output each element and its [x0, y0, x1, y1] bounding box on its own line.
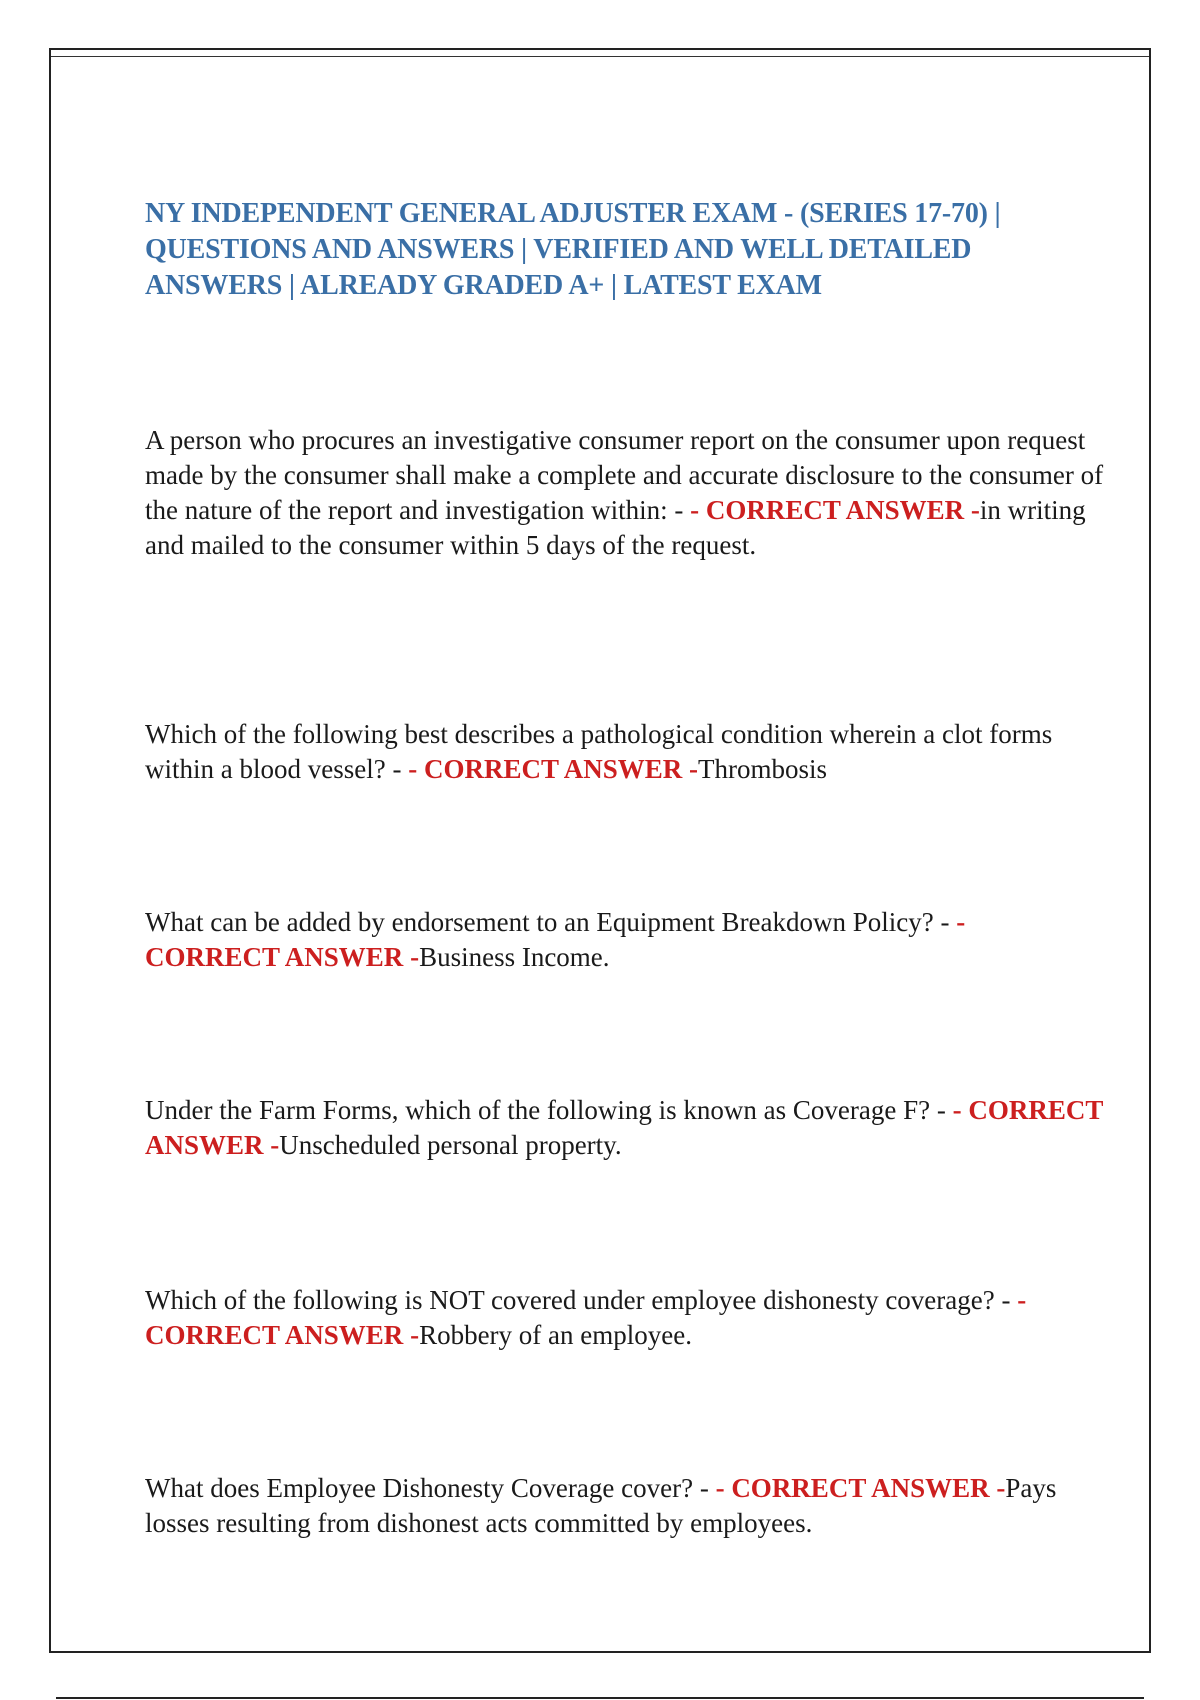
top-rule	[51, 56, 1149, 57]
question-text: Which of the following is NOT covered under employee dishonesty coverage? -	[145, 1285, 1018, 1315]
qa-item-3	[145, 905, 1105, 975]
answer-label: - CORRECT ANSWER -	[145, 1095, 1103, 1160]
answer-label: - CORRECT ANSWER -	[145, 1285, 1027, 1350]
qa-item-2	[145, 717, 1105, 787]
answer-text: Pays losses resulting from dishonest acts committed by employees.	[145, 1473, 1057, 1538]
qa-item-6	[145, 1471, 1105, 1541]
qa-item-1	[145, 423, 1105, 563]
answer-text: Robbery of an employee.	[419, 1320, 692, 1350]
page-border	[49, 48, 1151, 1653]
answer-label: - CORRECT ANSWER -	[715, 1473, 1006, 1503]
answer-text: Business Income.	[419, 942, 610, 972]
qa-item-5	[145, 1283, 1105, 1353]
qa-item-4	[145, 1093, 1105, 1163]
document-title: NY INDEPENDENT GENERAL ADJUSTER EXAM - (SERIES 17-70) | QUESTIONS AND ANSWERS | VERIFIED AND WELL DETAILED ANSWERS | ALREADY GRADED A+ | LATEST EXAM	[145, 198, 1001, 301]
question-text: What can be added by endorsement to an Equipment Breakdown Policy? -	[145, 907, 957, 937]
answer-text: in writing and mailed to the consumer within 5 days of the request.	[145, 495, 1086, 560]
answer-label: - CORRECT ANSWER -	[145, 907, 966, 972]
question-text: A person who procures an investigative consumer report on the consumer upon request made by the consumer shall make a complete and accurate disclosure to the consumer of the nature of the report and investigation within: -	[145, 425, 1104, 525]
question-text: Under the Farm Forms, which of the following is known as Coverage F? -	[145, 1095, 953, 1125]
answer-text: Thrombosis	[698, 754, 828, 784]
question-text: Which of the following best describes a pathological condition wherein a clot forms within a blood vessel? -	[145, 719, 1053, 784]
answer-label: - CORRECT ANSWER -	[690, 495, 980, 525]
bottom-rule	[56, 1697, 1144, 1699]
question-text: What does Employee Dishonesty Coverage cover? -	[145, 1473, 716, 1503]
answer-label: - CORRECT ANSWER -	[408, 754, 699, 784]
answer-text: Unscheduled personal property.	[279, 1130, 622, 1160]
